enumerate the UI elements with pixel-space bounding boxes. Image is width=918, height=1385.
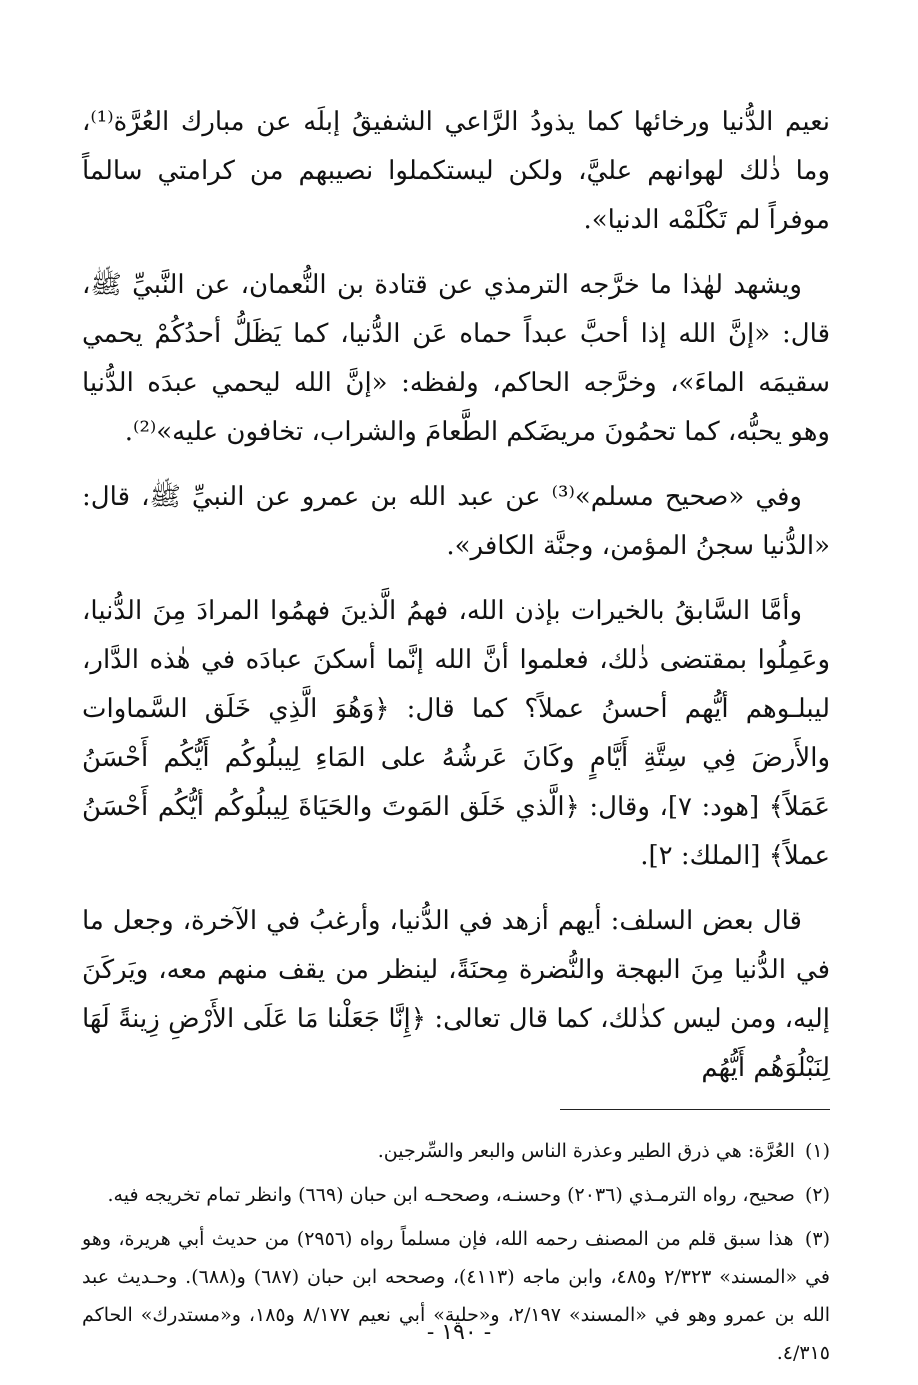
footnote-text: العُرَّة: هي ذرق الطير وعذرة الناس والبعر والسِّرجين. <box>377 1140 795 1162</box>
footnote-number: (٢) <box>804 1184 830 1206</box>
paragraph-2: ويشهد لهٰذا ما خرَّجه الترمذي عن قتادة بن النُّعمان، عن النَّبيِّ ﷺ، قال: «إنَّ الله إذا أحبَّ عبداً حماه عَن الدُّنيا، كما يَظَلُّ أحدُكُمْ يحمي سقيمَه الماءَ»، وخرَّجه الحاكم، ولفظه: «إنَّ الله ليحمي عبدَه الدُّنيا وهو يحبُّه، كما تحمُونَ مريضَكم الطَّعامَ والشراب، تخافون عليه»⁽²⁾. <box>82 270 830 447</box>
footnote-number: (١) <box>804 1140 830 1162</box>
page-number: - ١٩٠ - <box>426 1320 492 1345</box>
footnote-number: (٣) <box>804 1228 830 1250</box>
footnote-1 <box>82 1132 830 1170</box>
page-body <box>82 98 830 1378</box>
footnote-text: هذا سبق قلم من المصنف رحمه الله، فإن مسلماً رواه (٢٩٥٦) من حديث أبي هريرة، وهو في «المسند» ٢/٣٢٣ و٤٨٥، وابن ماجه (٤١١٣)، وصححه ابن حبان (٦٨٧) و(٦٨٨). وحـديث عبد الله بن عمرو وهو في «المسند» ٢/١٩٧، و«حلية» أبي نعيم ٨/١٧٧ و١٨٥، و«مستدرك» الحاكم ٤/٣١٥. <box>82 1228 831 1364</box>
paragraph-5: قال بعض السلف: أيهم أزهد في الدُّنيا، وأرغبُ في الآخرة، وجعل ما في الدُّنيا مِنَ البهجة والنُّضرة مِحنَةً، لينظر من يقف منهم معه، ويَركَنَ إليه، ومن ليس كذٰلك، كما قال تعالى: ﴿إِنَّا جَعَلْنا مَا عَلَى الأَرْضِ زِينةً لَهَا لِنَبْلُوَهُم أَيُّهُم <box>82 906 830 1083</box>
footnote-divider <box>560 1109 830 1110</box>
paragraph-4: وأمَّا السَّابقُ بالخيرات بإذن الله، فهمُ الَّذينَ فهمُوا المرادَ مِنَ الدُّنيا، وعَمِلُوا بمقتضى ذٰلك، فعلموا أنَّ الله إنَّما أسكنَ عبادَه في هٰذه الدَّار، ليبلـوهم أيُّهم أحسنُ عملاً؟ كما قال: ﴿وَهُوَ الَّذِي خَلَق السَّماوات والأَرضَ فِي سِتَّةِ أَيَّامٍ وكَانَ عَرشُهُ على المَاءِ لِيبلُوكُم أَيُّكُم أَحْسَنُ عَمَلاً﴾ [هود: ٧]، وقال: ﴿الَّذي خَلَق المَوتَ والحَيَاةَ لِيبلُوكُم أيُّكُم أَحْسَنُ عملاً﴾ [الملك: ٢]. <box>82 596 830 871</box>
footnote-2 <box>82 1176 830 1214</box>
footnote-text: صحيح، رواه الترمـذي (٢٠٣٦) وحسنـه، وصححـه ابن حبان (٦٦٩) وانظر تمام تخريجه فيه. <box>107 1184 795 1206</box>
paragraph-1: نعيم الدُّنيا ورخائها كما يذودُ الرَّاعي الشفيقُ إبلَه عن مبارك العُرَّة⁽¹⁾، وما ذٰلك لهوانهم عليَّ، ولكن ليستكملوا نصيبهم من كرامتي سالماً موفراً لم تَكْلَمْه الدنيا». <box>82 107 830 235</box>
footnote-3 <box>82 1220 830 1372</box>
paragraph-3: وفي «صحيح مسلم»⁽³⁾ عن عبد الله بن عمرو عن النبيِّ ﷺ، قال: «الدُّنيا سجنُ المؤمن، وجنَّة الكافر». <box>82 482 830 561</box>
